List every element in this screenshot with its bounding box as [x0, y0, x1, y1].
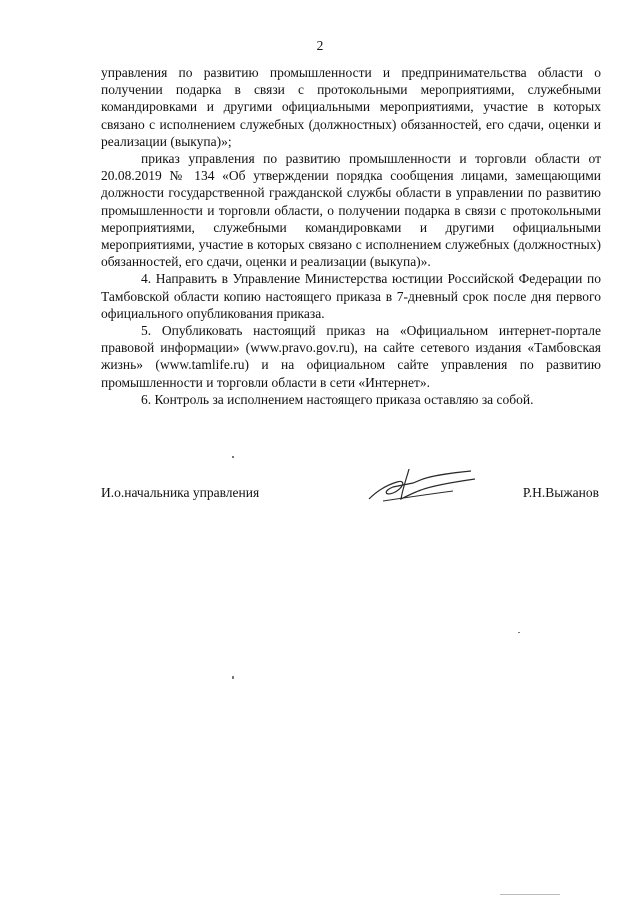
paragraph: 5. Опубликовать настоящий приказ на «Официальном интернет-портале правовой информации» (www.pravo.gov.ru), на сайте сетевого издания «Тамбовская жизнь» (www.tamlife.ru) и на официальном сайте управления по развитию промышленности и торговли области в сети «Интернет». — [101, 323, 601, 390]
paragraph: приказ управления по развитию промышленности и торговли области от 20.08.2019 № 134 «Об утверждении порядка сообщения лицами, замещающими должности государственной гражданской службы области в управлении по развитию промышленности и торговли области, о получении подарка в связи с протокольными мероприятиями, служебными командировками и другими официальными мероприятиями, участие в которых связано с исполнением служебных (должностных) обязанностей, его сдачи, оценки и реализации (выкупа)». — [101, 151, 601, 270]
scan-speck — [232, 456, 234, 458]
signature-block — [101, 477, 601, 517]
paragraph: 6. Контроль за исполнением настоящего приказа оставляю за собой. — [141, 391, 534, 407]
scan-speck — [232, 676, 234, 679]
paragraph: 4. Направить в Управление Министерства юстиции Российской Федерации по Тамбовской области копию настоящего приказа в 7-дневный срок после дня первого официального опубликования приказа. — [101, 271, 601, 321]
handwritten-signature — [363, 465, 483, 507]
signatory-title: И.о.начальника управления — [101, 485, 260, 500]
paragraph: управления по развитию промышленности и предпринимательства области о получении подарка в связи с протокольными мероприятиями, служебными командировками и другими официальными мероприятиями, участие в которых связано с исполнением служебных (должностных) обязанностей, его сдачи, оценки и реализации (выкупа)»; — [101, 65, 601, 149]
page-number: 2 — [316, 38, 324, 53]
signatory-name: Р.Н.Выжанов — [522, 485, 599, 500]
document-body — [101, 64, 601, 408]
scan-speck — [518, 632, 520, 633]
scan-speck — [500, 894, 560, 895]
